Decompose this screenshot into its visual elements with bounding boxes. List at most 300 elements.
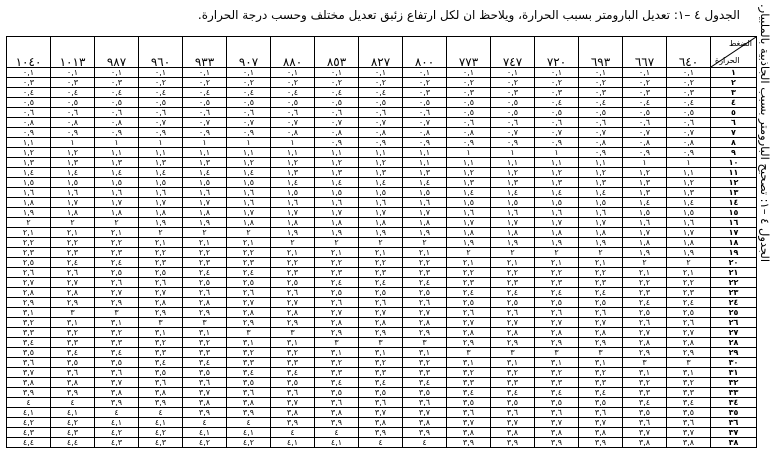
correction-cell: ٣,٥ <box>447 398 491 408</box>
correction-cell: ٣,٣ <box>667 388 711 398</box>
correction-cell: ٠,٢ <box>535 78 579 88</box>
correction-cell: ١,٤ <box>315 178 359 188</box>
correction-cell: ٣,٧ <box>667 428 711 438</box>
correction-cell: ٣,٢ <box>403 358 447 368</box>
correction-cell: ٢,٨ <box>271 308 315 318</box>
correction-cell: ٣,٦ <box>7 358 51 368</box>
table-row <box>7 368 757 378</box>
table-row <box>7 88 757 98</box>
temperature-cell: ٩ <box>711 148 757 158</box>
correction-cell: ١,٦ <box>95 188 139 198</box>
correction-cell: ٠,٥ <box>183 98 227 108</box>
correction-cell: ٣,٦ <box>667 418 711 428</box>
correction-cell: ٢,٩ <box>139 308 183 318</box>
correction-cell: ٣,٨ <box>579 428 623 438</box>
correction-cell: ١,٦ <box>139 188 183 198</box>
correction-cell: ٢,١ <box>51 228 95 238</box>
correction-cell: ٢,٥ <box>667 308 711 318</box>
correction-cell: ١,٥ <box>51 178 95 188</box>
correction-cell: ١,٤ <box>227 168 271 178</box>
correction-cell: ٠,٣ <box>51 78 95 88</box>
correction-cell: ٠,٤ <box>271 88 315 98</box>
correction-cell: ١,٣ <box>623 178 667 188</box>
correction-cell: ٠,٨ <box>623 138 667 148</box>
table-row <box>7 68 757 78</box>
correction-cell: ١,٦ <box>51 188 95 198</box>
correction-cell: ٢,٩ <box>271 318 315 328</box>
temperature-cell: ٤ <box>711 98 757 108</box>
correction-cell: ٢,٤ <box>447 288 491 298</box>
correction-cell: ٤ <box>7 398 51 408</box>
correction-cell: ١,٤ <box>403 178 447 188</box>
correction-cell: ٠,٧ <box>535 128 579 138</box>
correction-cell: ٠,٢ <box>139 78 183 88</box>
temperature-cell: ٨ <box>711 138 757 148</box>
correction-cell: ٢,٦ <box>7 268 51 278</box>
correction-cell: ٠,٤ <box>51 88 95 98</box>
correction-cell: ٠,١ <box>51 68 95 78</box>
correction-cell: ١,١ <box>403 158 447 168</box>
table-row <box>7 328 757 338</box>
correction-cell: ١,١ <box>315 148 359 158</box>
correction-cell: ٢,٥ <box>139 268 183 278</box>
correction-cell: ١,٣ <box>579 178 623 188</box>
table-row <box>7 238 757 248</box>
correction-cell: ١ <box>51 138 95 148</box>
correction-cell: ١,٥ <box>7 178 51 188</box>
correction-cell: ٣,١ <box>623 368 667 378</box>
correction-cell: ٢,٧ <box>447 318 491 328</box>
correction-cell: ١,٤ <box>667 198 711 208</box>
correction-cell: ٢,٦ <box>667 318 711 328</box>
table-row <box>7 358 757 368</box>
correction-cell: ٣,٣ <box>315 368 359 378</box>
correction-cell: ١,٦ <box>491 208 535 218</box>
temperature-cell: ١٨ <box>711 238 757 248</box>
correction-cell: ٢,٦ <box>535 308 579 318</box>
correction-cell: ٢,٩ <box>579 338 623 348</box>
correction-cell: ٢,٧ <box>95 288 139 298</box>
correction-cell: ٣,٣ <box>579 378 623 388</box>
correction-cell: ٠,٤ <box>183 88 227 98</box>
correction-cell: ٤ <box>271 428 315 438</box>
corner-pressure-label: الضغط <box>728 39 752 48</box>
correction-cell: ٢ <box>51 218 95 228</box>
correction-cell: ٣,٥ <box>579 398 623 408</box>
pressure-header: ١٠١٣ <box>51 37 95 68</box>
correction-cell: ٢,٧ <box>491 318 535 328</box>
correction-cell: ١,٦ <box>227 188 271 198</box>
correction-cell: ٠,١ <box>579 68 623 78</box>
correction-cell: ٣ <box>227 328 271 338</box>
correction-cell: ٢,٢ <box>667 278 711 288</box>
correction-cell: ٣,٤ <box>7 338 51 348</box>
correction-cell: ١,٩ <box>447 238 491 248</box>
correction-cell: ٠,١ <box>447 68 491 78</box>
correction-cell: ٢,٥ <box>95 268 139 278</box>
correction-cell: ١ <box>667 158 711 168</box>
correction-cell: ١,٩ <box>7 208 51 218</box>
correction-cell: ٣,٦ <box>271 388 315 398</box>
correction-cell: ٣,٩ <box>51 388 95 398</box>
correction-cell: ٠,٧ <box>315 118 359 128</box>
correction-cell: ٣,٨ <box>403 418 447 428</box>
correction-cell: ٠,٤ <box>535 98 579 108</box>
correction-cell: ١,٨ <box>7 198 51 208</box>
correction-cell: ٣,٤ <box>447 388 491 398</box>
correction-cell: ٤,٢ <box>51 418 95 428</box>
correction-cell: ٣,٥ <box>667 408 711 418</box>
temperature-cell: ١٧ <box>711 228 757 238</box>
temperature-cell: ٣٧ <box>711 428 757 438</box>
correction-cell: ٣,٢ <box>667 378 711 388</box>
correction-cell: ٢,٤ <box>51 258 95 268</box>
pressure-header: ٩٨٧ <box>95 37 139 68</box>
correction-cell: ٣,١ <box>403 348 447 358</box>
correction-cell: ٣,٩ <box>535 438 579 448</box>
correction-cell: ١,٧ <box>315 208 359 218</box>
correction-cell: ١,٣ <box>139 158 183 168</box>
correction-cell: ٠,٦ <box>315 108 359 118</box>
pressure-header: ٧٢٠ <box>535 37 579 68</box>
correction-cell: ٠,٦ <box>51 108 95 118</box>
correction-cell: ٤,١ <box>139 418 183 428</box>
correction-cell: ٠,٩ <box>535 138 579 148</box>
correction-cell: ٢,٣ <box>535 278 579 288</box>
correction-cell: ٣ <box>447 348 491 358</box>
pressure-header: ٧٤٧ <box>491 37 535 68</box>
correction-cell: ٢,٣ <box>139 258 183 268</box>
correction-cell: ٢,٥ <box>535 298 579 308</box>
correction-cell: ٢,١ <box>403 248 447 258</box>
temperature-cell: ٢١ <box>711 268 757 278</box>
correction-cell: ١,٧ <box>535 218 579 228</box>
correction-cell: ٣,٤ <box>623 398 667 408</box>
correction-cell: ٢ <box>227 228 271 238</box>
correction-cell: ٢,٥ <box>447 298 491 308</box>
correction-cell: ٣,٤ <box>51 348 95 358</box>
pressure-header: ٩٣٣ <box>183 37 227 68</box>
table-row <box>7 168 757 178</box>
correction-cell: ١,٧ <box>95 198 139 208</box>
correction-cell: ٠,٢ <box>667 78 711 88</box>
correction-cell: ١,٩ <box>183 218 227 228</box>
correction-cell: ١,٢ <box>7 148 51 158</box>
correction-cell: ١,٣ <box>315 168 359 178</box>
correction-cell: ٣,٤ <box>139 358 183 368</box>
correction-cell: ٠,٥ <box>667 108 711 118</box>
correction-cell: ١,١ <box>359 148 403 158</box>
correction-cell: ٢,٤ <box>403 278 447 288</box>
correction-cell: ٠,٣ <box>403 88 447 98</box>
table-title: الجدول ٤ –١: تعديل البارومتر بسبب الحرارة، ويلاحظ ان لكل ارتفاع زئبق تعديل مختلف وحسب درجة الحرارة. <box>197 8 740 22</box>
table-row <box>7 178 757 188</box>
correction-cell: ٣,٥ <box>403 388 447 398</box>
correction-cell: ٤,٢ <box>183 438 227 448</box>
correction-cell: ١,٤ <box>623 198 667 208</box>
correction-cell: ٣,٥ <box>271 378 315 388</box>
table-row <box>7 248 757 258</box>
correction-cell: ٣ <box>51 308 95 318</box>
correction-cell: ١,٩ <box>271 228 315 238</box>
correction-cell: ٢,٣ <box>183 258 227 268</box>
correction-cell: ٣,٤ <box>667 398 711 408</box>
correction-cell: ١,٥ <box>535 198 579 208</box>
correction-cell: ٣,٤ <box>183 358 227 368</box>
correction-cell: ٠,٦ <box>359 108 403 118</box>
correction-cell: ١,٨ <box>491 228 535 238</box>
correction-cell: ٢,٣ <box>623 288 667 298</box>
correction-cell: ٤,٣ <box>7 428 51 438</box>
correction-cell: ٣,٨ <box>315 408 359 418</box>
correction-cell: ٣,١ <box>315 348 359 358</box>
correction-cell: ٠,٣ <box>95 78 139 88</box>
correction-cell: ١,٩ <box>315 228 359 238</box>
correction-cell: ٠,٥ <box>7 98 51 108</box>
correction-cell: ١ <box>227 138 271 148</box>
correction-cell: ٢,٢ <box>579 268 623 278</box>
correction-cell: ٢,١ <box>183 238 227 248</box>
correction-cell: ١,٤ <box>51 168 95 178</box>
correction-cell: ٢,٩ <box>403 328 447 338</box>
table-row <box>7 188 757 198</box>
correction-cell: ٢,٨ <box>579 328 623 338</box>
correction-cell: ٣,٣ <box>183 348 227 358</box>
correction-cell: ١,٨ <box>579 228 623 238</box>
correction-cell: ٢,٩ <box>183 308 227 318</box>
correction-cell: ٤,١ <box>51 408 95 418</box>
correction-cell: ١,٨ <box>95 208 139 218</box>
correction-cell: ٠,٢ <box>315 78 359 88</box>
correction-cell: ٣ <box>95 308 139 318</box>
table-row <box>7 268 757 278</box>
correction-cell: ٠,٢ <box>227 78 271 88</box>
correction-cell: ١,٨ <box>447 228 491 238</box>
correction-cell: ٣,٤ <box>227 368 271 378</box>
correction-cell: ٢,٧ <box>667 328 711 338</box>
correction-cell: ٠,١ <box>491 68 535 78</box>
correction-cell: ٣,١ <box>535 358 579 368</box>
correction-cell: ١,٣ <box>403 168 447 178</box>
correction-cell: ٢ <box>579 248 623 258</box>
correction-cell: ٢,١ <box>315 248 359 258</box>
correction-cell: ٣,٢ <box>227 348 271 358</box>
correction-cell: ٠,٨ <box>403 128 447 138</box>
table-row <box>7 318 757 328</box>
correction-cell: ١,٢ <box>535 168 579 178</box>
correction-cell: ٢,٩ <box>227 318 271 328</box>
correction-cell: ٣,٨ <box>535 428 579 438</box>
table-row <box>7 348 757 358</box>
correction-cell: ٣,١ <box>579 358 623 368</box>
correction-cell: ٠,٩ <box>403 138 447 148</box>
correction-cell: ٢,٧ <box>315 308 359 318</box>
corner-temperature-label: الحرارة <box>715 56 740 65</box>
correction-cell: ٢,١ <box>667 268 711 278</box>
correction-cell: ٣,٢ <box>623 378 667 388</box>
correction-cell: ٣,٧ <box>359 408 403 418</box>
correction-cell: ٣,٦ <box>95 368 139 378</box>
correction-cell: ٠,١ <box>271 68 315 78</box>
correction-cell: ٠,٦ <box>227 108 271 118</box>
correction-cell: ٣,٨ <box>623 438 667 448</box>
correction-cell: ١,٤ <box>95 168 139 178</box>
correction-cell: ٢,٨ <box>667 338 711 348</box>
correction-cell: ٣,٩ <box>315 418 359 428</box>
temperature-cell: ٥ <box>711 108 757 118</box>
correction-cell: ١,٤ <box>139 168 183 178</box>
correction-cell: ١,١ <box>403 148 447 158</box>
correction-cell: ٣,٩ <box>95 398 139 408</box>
correction-cell: ٢,٤ <box>315 278 359 288</box>
correction-cell: ٣,٥ <box>315 388 359 398</box>
correction-cell: ١,٣ <box>535 178 579 188</box>
correction-cell: ٣,٦ <box>315 398 359 408</box>
correction-cell: ١,٥ <box>139 178 183 188</box>
correction-cell: ٠,٤ <box>579 98 623 108</box>
correction-cell: ٣,٨ <box>51 378 95 388</box>
correction-cell: ١ <box>139 138 183 148</box>
correction-cell: ٢,٤ <box>183 268 227 278</box>
correction-cell: ٠,٥ <box>447 98 491 108</box>
correction-cell: ١,٥ <box>579 198 623 208</box>
correction-cell: ١,٦ <box>227 198 271 208</box>
correction-cell: ٠,٧ <box>359 118 403 128</box>
correction-cell: ٢,٥ <box>491 298 535 308</box>
correction-cell: ٣,٥ <box>227 378 271 388</box>
correction-cell: ١,٦ <box>623 218 667 228</box>
correction-cell: ٢ <box>403 238 447 248</box>
correction-cell: ٣,١ <box>51 318 95 328</box>
temperature-cell: ٧ <box>711 128 757 138</box>
pressure-header: ٩٦٠ <box>139 37 183 68</box>
correction-cell: ٢,٤ <box>535 288 579 298</box>
correction-cell: ٠,٩ <box>51 128 95 138</box>
temperature-cell: ١ <box>711 68 757 78</box>
correction-cell: ٢,٩ <box>447 338 491 348</box>
table-row <box>7 388 757 398</box>
correction-cell: ١,٣ <box>95 158 139 168</box>
correction-cell: ٠,٦ <box>403 108 447 118</box>
correction-cell: ٢,٣ <box>7 248 51 258</box>
correction-cell: ٢,٩ <box>315 328 359 338</box>
correction-cell: ٣,٦ <box>535 408 579 418</box>
correction-cell: ١,٨ <box>183 208 227 218</box>
correction-cell: ٢,١ <box>579 258 623 268</box>
correction-cell: ٢,٩ <box>535 338 579 348</box>
correction-cell: ١,٢ <box>315 158 359 168</box>
correction-cell: ١,٦ <box>183 188 227 198</box>
correction-cell: ٢,٣ <box>667 288 711 298</box>
correction-cell: ٣,٤ <box>271 368 315 378</box>
correction-cell: ١,٥ <box>491 198 535 208</box>
temperature-cell: ٢٥ <box>711 308 757 318</box>
correction-cell: ٠,٣ <box>535 88 579 98</box>
correction-cell: ١,٢ <box>359 158 403 168</box>
correction-cell: ٢,٩ <box>667 348 711 358</box>
correction-cell: ١,٤ <box>447 188 491 198</box>
correction-cell: ٠,٨ <box>271 128 315 138</box>
correction-cell: ٣,٤ <box>315 378 359 388</box>
correction-cell: ٣,٦ <box>623 418 667 428</box>
correction-cell: ٣,٢ <box>271 348 315 358</box>
correction-cell: ٠,٧ <box>403 118 447 128</box>
correction-cell: ٣,٢ <box>579 368 623 378</box>
correction-cell: ٢,٨ <box>623 338 667 348</box>
correction-cell: ٠,٤ <box>139 88 183 98</box>
correction-cell: ٢,٥ <box>359 288 403 298</box>
table-row <box>7 158 757 168</box>
correction-cell: ٠,٨ <box>7 118 51 128</box>
temperature-cell: ٦ <box>711 118 757 128</box>
correction-cell: ٠,٧ <box>227 118 271 128</box>
correction-cell: ٣,٩ <box>447 438 491 448</box>
correction-cell: ٤,١ <box>95 418 139 428</box>
correction-cell: ١,١ <box>139 148 183 158</box>
correction-cell: ١,٢ <box>579 168 623 178</box>
temperature-cell: ٢٦ <box>711 318 757 328</box>
correction-cell: ٠,٥ <box>139 98 183 108</box>
correction-cell: ١,٣ <box>7 158 51 168</box>
correction-cell: ٣ <box>183 318 227 328</box>
correction-cell: ٤,٢ <box>7 418 51 428</box>
correction-cell: ٣,٣ <box>95 338 139 348</box>
correction-cell: ٢,٨ <box>359 318 403 328</box>
correction-cell: ٢,١ <box>139 238 183 248</box>
correction-cell: ١,٥ <box>447 198 491 208</box>
table-row <box>7 148 757 158</box>
correction-cell: ٢,٣ <box>579 278 623 288</box>
temperature-cell: ٢٤ <box>711 298 757 308</box>
temperature-cell: ٣٥ <box>711 408 757 418</box>
correction-cell: ٣,٩ <box>491 438 535 448</box>
correction-cell: ٣,٣ <box>139 348 183 358</box>
correction-cell: ٣,٥ <box>139 368 183 378</box>
correction-cell: ١,٢ <box>447 168 491 178</box>
correction-cell: ٠,١ <box>359 68 403 78</box>
correction-cell: ١,٣ <box>359 168 403 178</box>
correction-cell: ٠,٩ <box>447 138 491 148</box>
correction-cell: ١,١ <box>535 158 579 168</box>
correction-cell: ٢,٦ <box>623 318 667 328</box>
correction-cell: ٣,٩ <box>227 408 271 418</box>
correction-cell: ٣,٣ <box>623 388 667 398</box>
temperature-cell: ٢ <box>711 78 757 88</box>
correction-cell: ٤,١ <box>315 438 359 448</box>
table-row <box>7 408 757 418</box>
correction-cell: ٠,٩ <box>579 148 623 158</box>
header-row <box>7 37 757 68</box>
correction-cell: ١,١ <box>491 158 535 168</box>
correction-cell: ١,٩ <box>623 248 667 258</box>
correction-cell: ٠,٨ <box>447 128 491 138</box>
correction-cell: ١,٧ <box>51 198 95 208</box>
correction-cell: ٠,٥ <box>623 108 667 118</box>
correction-cell: ٢,٦ <box>447 308 491 318</box>
correction-cell: ١,٥ <box>315 188 359 198</box>
correction-cell: ٣,٩ <box>403 428 447 438</box>
correction-cell: ٣,٤ <box>95 348 139 358</box>
table-row <box>7 198 757 208</box>
correction-cell: ٣,٨ <box>491 428 535 438</box>
correction-cell: ٠,١ <box>403 68 447 78</box>
correction-cell: ٠,٦ <box>535 118 579 128</box>
correction-cell: ٢,٦ <box>95 278 139 288</box>
temperature-cell: ٢٣ <box>711 288 757 298</box>
correction-cell: ٠,١ <box>7 68 51 78</box>
correction-cell: ٢,٨ <box>139 298 183 308</box>
table-row <box>7 338 757 348</box>
